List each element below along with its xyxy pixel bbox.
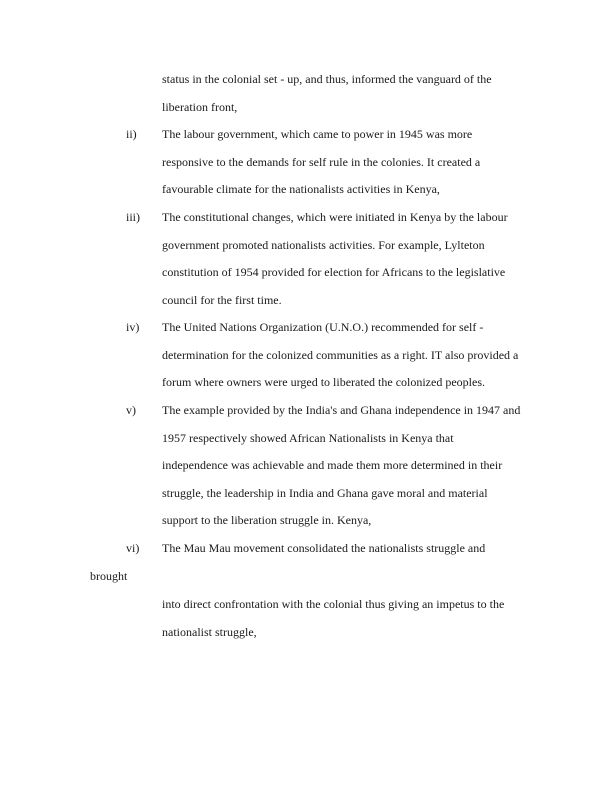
text-line: The Mau Mau movement consolidated the nationalists struggle and <box>162 541 486 555</box>
text-line: forum where owners were urged to liberated the colonized peoples. <box>162 375 485 389</box>
text-line: independence was achievable and made them more determined in their <box>162 458 503 472</box>
text-line: council for the first time. <box>162 293 282 307</box>
text-line: liberation front, <box>162 100 238 114</box>
text-line: responsive to the demands for self rule in the colonies. It created a <box>162 155 481 169</box>
list-number: iv) <box>126 320 140 334</box>
text-line: determination for the colonized communities as a right. IT also provided a <box>162 348 519 362</box>
list-number: iii) <box>126 210 140 224</box>
text-line-overflow: brought <box>90 569 128 583</box>
text-line: The constitutional changes, which were initiated in Kenya by the labour <box>162 210 508 224</box>
text-line: The labour government, which came to power in 1945 was more <box>162 127 473 141</box>
text-line: support to the liberation struggle in. Kenya, <box>162 513 372 527</box>
text-line: favourable climate for the nationalists activities in Kenya, <box>162 182 440 196</box>
text-line: nationalist struggle, <box>162 625 257 639</box>
list-number: ii) <box>126 127 137 141</box>
text-line: status in the colonial set - up, and thus, informed the vanguard of the <box>162 72 492 86</box>
list-number: vi) <box>126 541 140 555</box>
text-line: into direct confrontation with the colonial thus giving an impetus to the <box>162 597 505 611</box>
text-line: The United Nations Organization (U.N.O.) recommended for self - <box>162 320 484 334</box>
text-line: The example provided by the India's and Ghana independence in 1947 and <box>162 403 521 417</box>
text-line: constitution of 1954 provided for election for Africans to the legislative <box>162 265 506 279</box>
text-line: struggle, the leadership in India and Ghana gave moral and material <box>162 486 488 500</box>
text-line: government promoted nationalists activities. For example, Lylteton <box>162 238 485 252</box>
list-number: v) <box>126 403 136 417</box>
text-line: 1957 respectively showed African Nationalists in Kenya that <box>162 431 454 445</box>
